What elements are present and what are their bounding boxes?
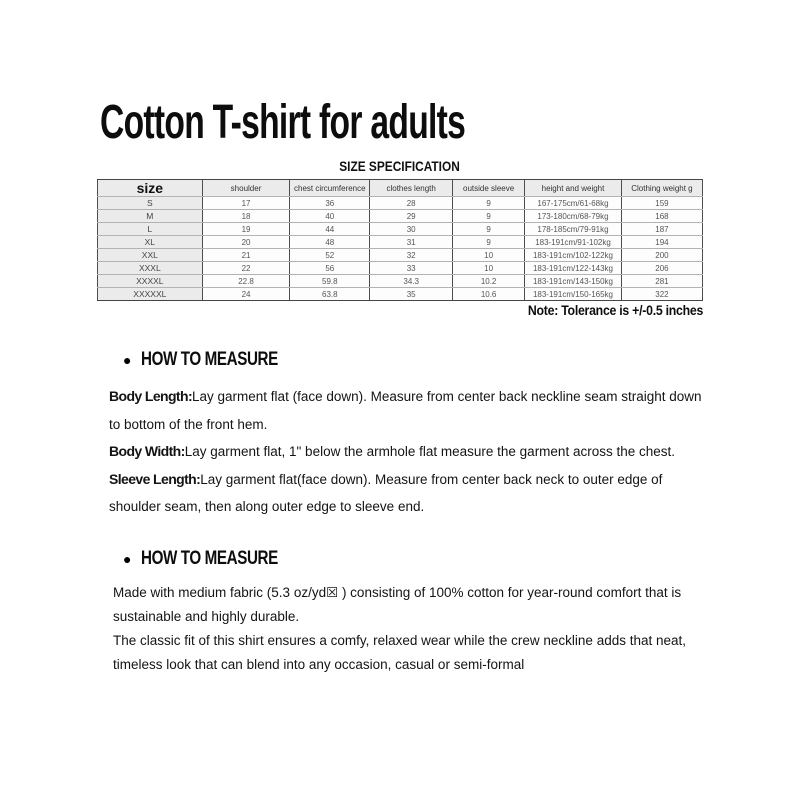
size-cell: XXL xyxy=(98,249,203,262)
table-header-row xyxy=(98,180,703,197)
column-header: clothes length xyxy=(370,180,453,197)
fabric-paragraph: Made with medium fabric (5.3 oz/yd☒ ) consisting of 100% cotton for year-round comfort that is sustainable and highly durable. xyxy=(113,584,682,624)
measure-item-label: Sleeve Length: xyxy=(109,470,201,487)
fabric-description xyxy=(113,581,705,677)
value-cell: 22.8 xyxy=(202,275,290,288)
section-heading: HOW TO MEASURE xyxy=(141,349,279,370)
value-cell: 322 xyxy=(621,288,702,301)
value-cell: 48 xyxy=(290,236,370,249)
size-cell: L xyxy=(98,223,203,236)
measure-instructions xyxy=(109,383,705,521)
size-spec-heading-row xyxy=(97,158,703,176)
value-cell: 40 xyxy=(290,210,370,223)
value-cell: 31 xyxy=(370,236,453,249)
value-cell: 20 xyxy=(202,236,290,249)
table-row xyxy=(98,223,703,236)
value-cell: 167-175cm/61-68kg xyxy=(525,197,622,210)
table-row xyxy=(98,236,703,249)
size-cell: XXXL xyxy=(98,262,203,275)
how-to-measure-section-1 xyxy=(97,349,703,521)
tolerance-note-row xyxy=(97,302,703,320)
value-cell: 183-191cm/102-122kg xyxy=(525,249,622,262)
column-header: outside sleeve xyxy=(453,180,525,197)
value-cell: 44 xyxy=(290,223,370,236)
value-cell: 9 xyxy=(453,197,525,210)
column-header: height and weight xyxy=(525,180,622,197)
measure-item-label: Body Width: xyxy=(109,443,185,459)
table-row xyxy=(98,197,703,210)
how-to-measure-heading-1 xyxy=(123,349,703,371)
measure-item-label: Body Length: xyxy=(109,388,193,404)
table-row xyxy=(98,288,703,301)
value-cell: 32 xyxy=(370,249,453,262)
measure-item-sleeve-length xyxy=(109,466,705,521)
value-cell: 59.8 xyxy=(290,275,370,288)
table-row xyxy=(98,210,703,223)
value-cell: 17 xyxy=(202,197,290,210)
measure-item-text: Lay garment flat(face down). Measure from center back neck to outer edge of shoulder seam, then along outer edge to sleeve end. xyxy=(109,471,663,514)
value-cell: 10 xyxy=(453,249,525,262)
size-table xyxy=(97,179,703,301)
value-cell: 183-191cm/150-165kg xyxy=(525,288,622,301)
value-cell: 34.3 xyxy=(370,275,453,288)
value-cell: 36 xyxy=(290,197,370,210)
value-cell: 183-191cm/143-150kg xyxy=(525,275,622,288)
value-cell: 173-180cm/68-79kg xyxy=(525,210,622,223)
measure-item-text: Lay garment flat, 1" below the armhole flat measure the garment across the chest. xyxy=(184,444,675,459)
value-cell: 168 xyxy=(621,210,702,223)
size-cell: S xyxy=(98,197,203,210)
value-cell: 24 xyxy=(202,288,290,301)
measure-item-body-length xyxy=(109,383,705,438)
value-cell: 200 xyxy=(621,249,702,262)
measure-item-text: Lay garment flat (face down). Measure from center back neckline seam straight down to bottom of the front hem. xyxy=(109,389,702,432)
column-header-size: size xyxy=(98,180,203,197)
column-header: shoulder xyxy=(202,180,290,197)
value-cell: 183-191cm/91-102kg xyxy=(525,236,622,249)
size-cell: M xyxy=(98,210,203,223)
value-cell: 18 xyxy=(202,210,290,223)
value-cell: 281 xyxy=(621,275,702,288)
size-cell: XXXXL xyxy=(98,275,203,288)
table-row xyxy=(98,249,703,262)
tolerance-note: Note: Tolerance is +/-0.5 inches xyxy=(527,302,703,318)
value-cell: 56 xyxy=(290,262,370,275)
how-to-measure-heading-2 xyxy=(123,548,703,570)
value-cell: 33 xyxy=(370,262,453,275)
value-cell: 183-191cm/122-143kg xyxy=(525,262,622,275)
column-header: Clothing weight g xyxy=(621,180,702,197)
value-cell: 10.6 xyxy=(453,288,525,301)
column-header: chest circumference xyxy=(290,180,370,197)
value-cell: 28 xyxy=(370,197,453,210)
size-table-head xyxy=(98,180,703,197)
measure-item-body-width xyxy=(109,438,705,466)
bullet-icon: ● xyxy=(123,352,132,368)
how-to-measure-section-2 xyxy=(97,548,703,677)
value-cell: 22 xyxy=(202,262,290,275)
value-cell: 63.8 xyxy=(290,288,370,301)
bullet-icon: ● xyxy=(123,550,132,567)
value-cell: 9 xyxy=(453,223,525,236)
product-description-page xyxy=(97,0,703,677)
value-cell: 52 xyxy=(290,249,370,262)
page-title: Cotton T-shirt for adults xyxy=(100,96,466,149)
fit-paragraph: The classic fit of this shirt ensures a comfy, relaxed wear while the crew neckline adds that neat, timeless look that can blend into any occasion, casual or semi-formal xyxy=(113,632,687,672)
value-cell: 187 xyxy=(621,223,702,236)
size-spec-heading: SIZE SPECIFICATION xyxy=(339,159,461,174)
value-cell: 29 xyxy=(370,210,453,223)
value-cell: 35 xyxy=(370,288,453,301)
value-cell: 178-185cm/79-91kg xyxy=(525,223,622,236)
section-heading: HOW TO MEASURE xyxy=(141,547,279,569)
table-row xyxy=(98,262,703,275)
size-cell: XXXXXL xyxy=(98,288,203,301)
value-cell: 30 xyxy=(370,223,453,236)
value-cell: 9 xyxy=(453,236,525,249)
value-cell: 9 xyxy=(453,210,525,223)
value-cell: 19 xyxy=(202,223,290,236)
table-row xyxy=(98,275,703,288)
value-cell: 21 xyxy=(202,249,290,262)
value-cell: 10.2 xyxy=(453,275,525,288)
value-cell: 159 xyxy=(621,197,702,210)
size-table-body xyxy=(98,197,703,301)
size-cell: XL xyxy=(98,236,203,249)
value-cell: 10 xyxy=(453,262,525,275)
value-cell: 206 xyxy=(621,262,702,275)
value-cell: 194 xyxy=(621,236,702,249)
